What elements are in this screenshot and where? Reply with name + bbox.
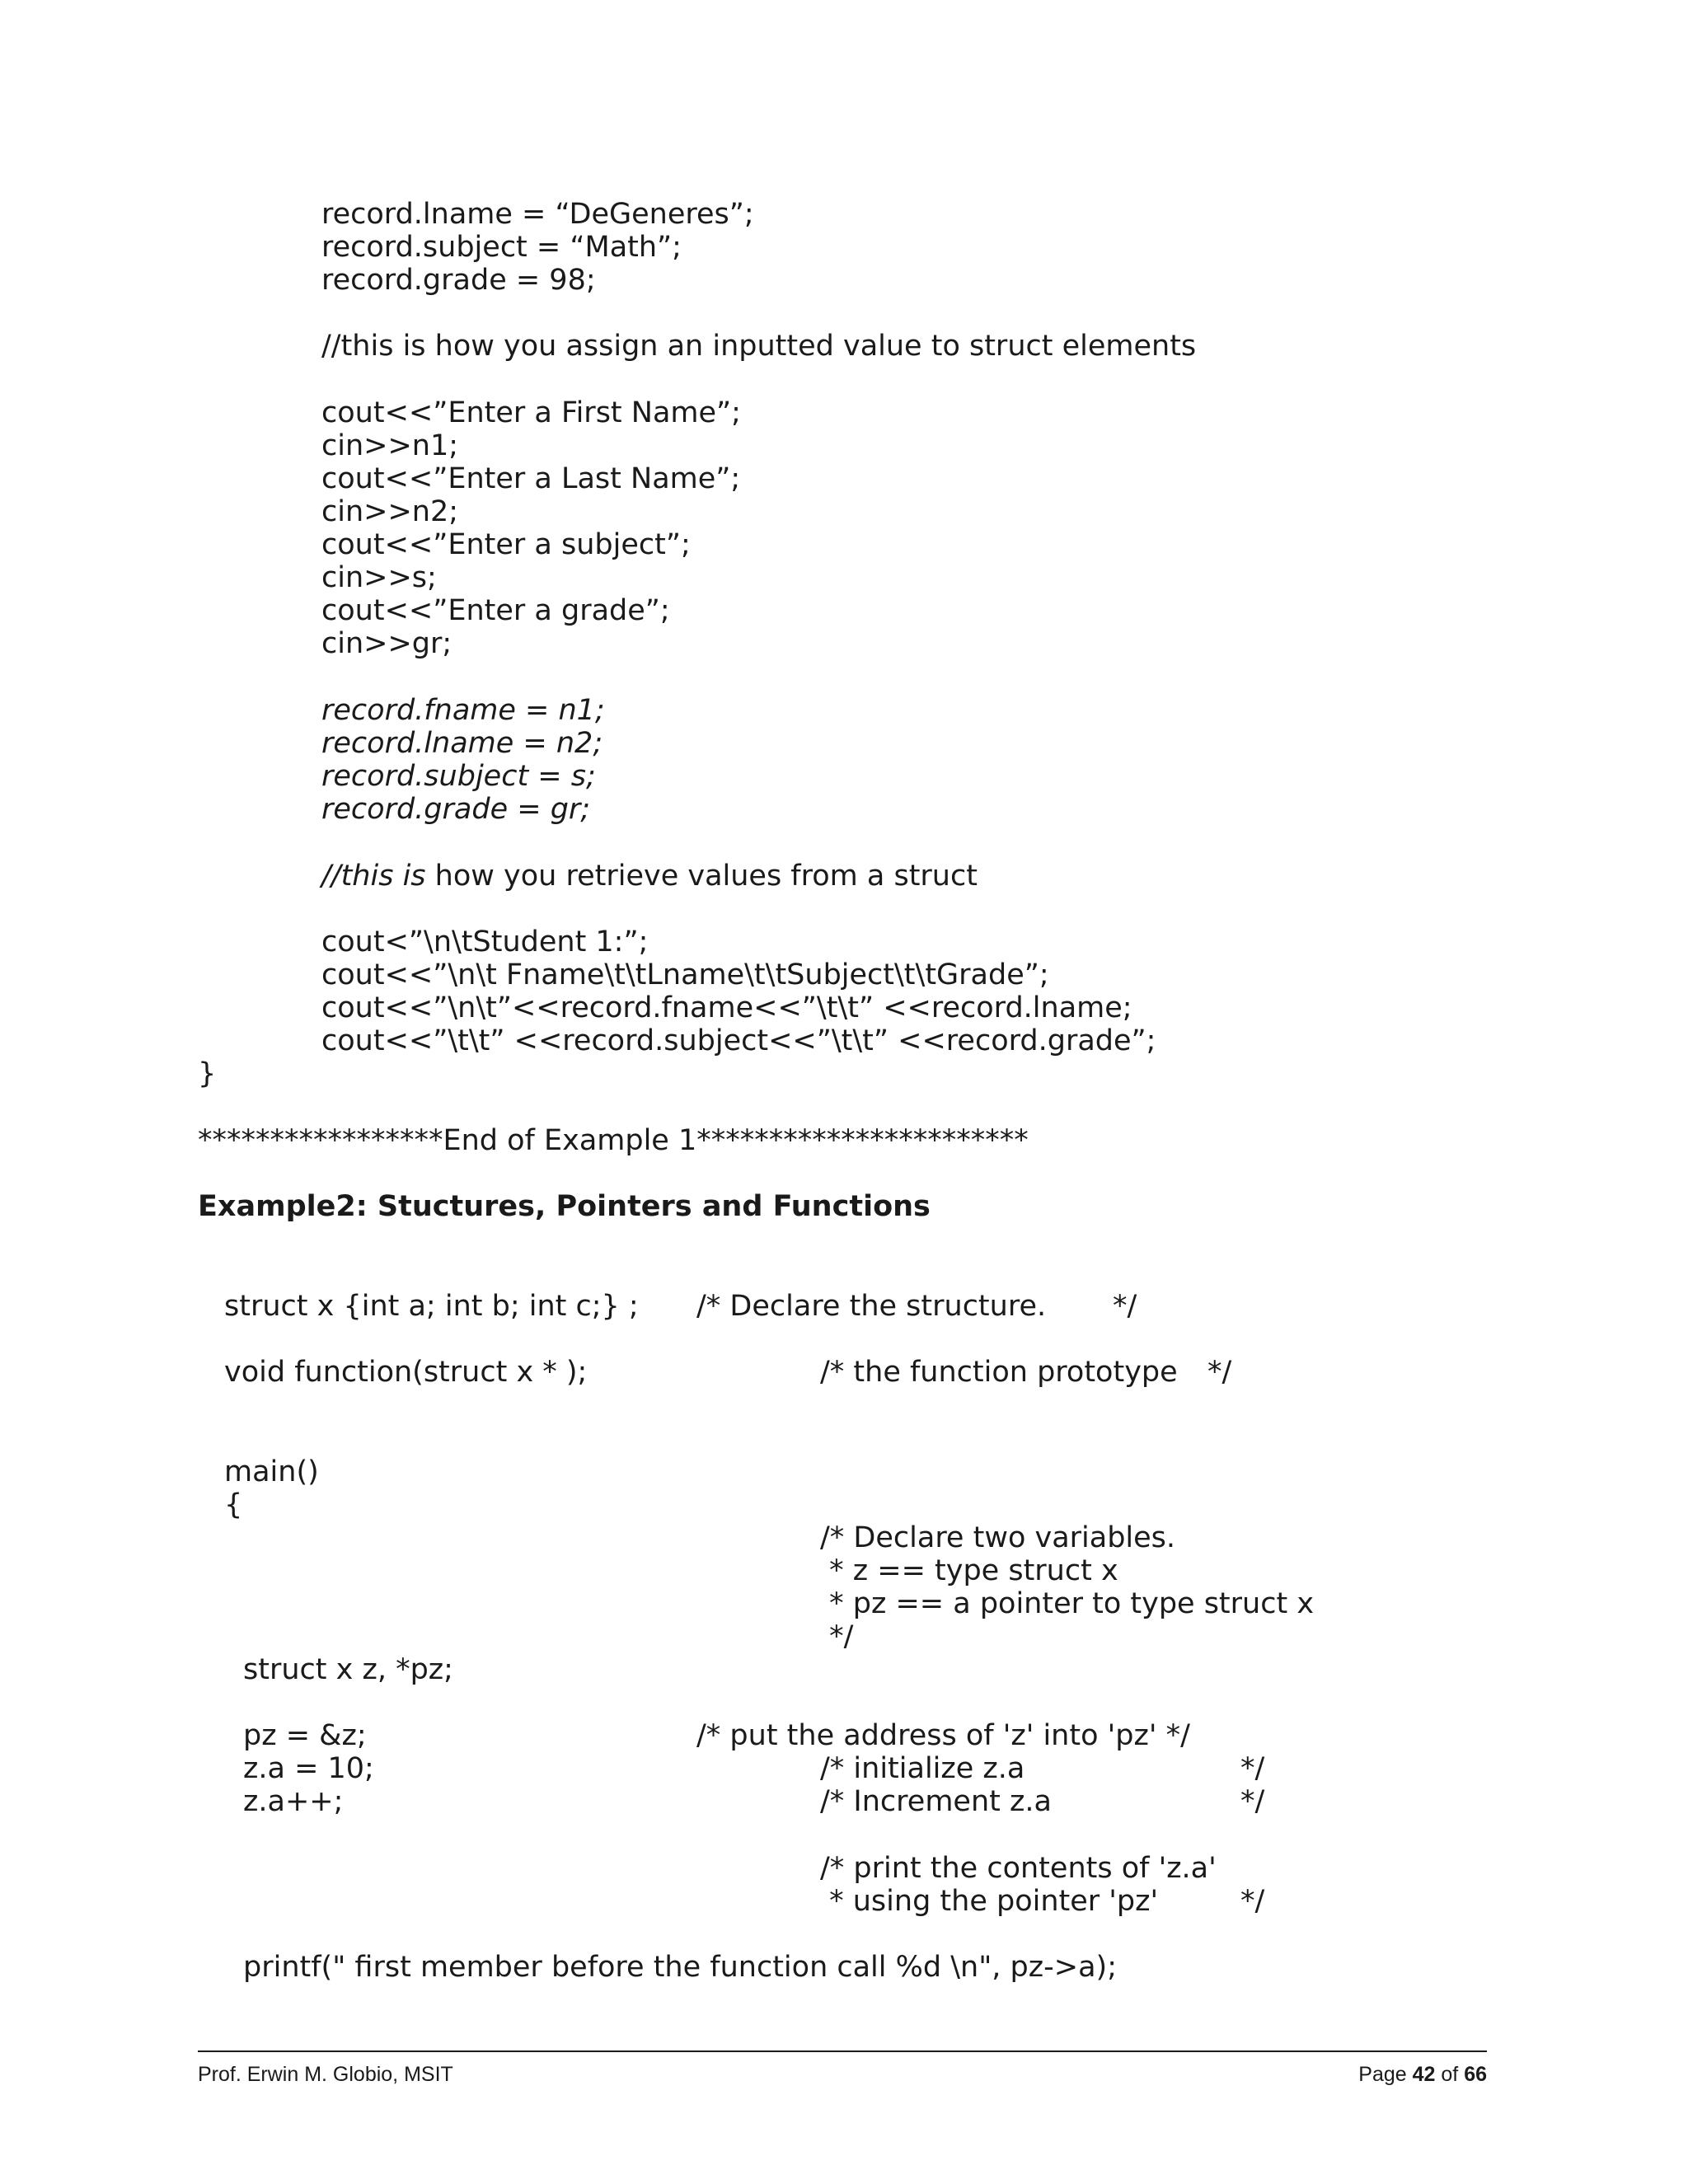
code-line: record.subject = “Math”; [321, 231, 682, 264]
code-comment: /* Declare the structure. [696, 1290, 1047, 1323]
comment-plain-part: how you retrieve values from a struct [425, 860, 978, 893]
code-line-italic: record.grade = gr; [321, 793, 591, 826]
code-line-italic: record.subject = s; [321, 760, 596, 793]
code-comment: /* the function prototype [820, 1356, 1178, 1389]
code-comment-end: */ [1240, 1885, 1265, 1918]
code-line: main() [224, 1455, 319, 1488]
code-line-italic: record.fname = n1; [321, 694, 605, 727]
code-comment: /* initialize z.a [820, 1752, 1025, 1785]
page-current: 42 [1412, 2063, 1436, 2086]
code-comment: */ [820, 1620, 854, 1653]
code-line: cout<<”\n\t Fname\t\tLname\t\tSubject\t\tGrade”; [321, 958, 1049, 991]
code-line: record.grade = 98; [321, 264, 596, 297]
footer-rule [198, 2050, 1487, 2052]
page-of-label: of [1435, 2063, 1465, 2086]
code-comment: * z == type struct x [820, 1554, 1118, 1587]
code-comment: /* put the address of 'z' into 'pz' */ [696, 1719, 1190, 1752]
code-line: z.a = 10; [243, 1752, 374, 1785]
code-comment [321, 860, 978, 893]
code-line: struct x z, *pz; [243, 1653, 453, 1686]
code-comment: /* print the contents of 'z.a' [820, 1852, 1217, 1885]
code-comment-end: */ [1240, 1752, 1265, 1785]
code-comment: * using the pointer 'pz' [820, 1885, 1159, 1918]
code-line: cout<<”\n\t”<<record.fname<<”\t\t” <<record.lname; [321, 991, 1132, 1024]
code-line: cout<<”Enter a grade”; [321, 594, 670, 627]
code-line: cout<<”Enter a First Name”; [321, 396, 741, 429]
code-line: { [224, 1488, 243, 1521]
code-line: printf(" first member before the function call %d \n", pz->a); [243, 1951, 1117, 1984]
code-line-italic: record.lname = n2; [321, 727, 603, 760]
example2-heading: Example2: Stuctures, Pointers and Functions [198, 1190, 931, 1223]
code-line: cin>>n1; [321, 429, 459, 462]
code-line: void function(struct x * ); [224, 1356, 588, 1389]
code-comment-end: */ [1113, 1290, 1137, 1323]
code-line: z.a++; [243, 1785, 344, 1818]
page-label: Page [1358, 2063, 1413, 2086]
code-line: record.lname = “DeGeneres”; [321, 198, 754, 231]
code-comment: /* Declare two variables. [820, 1521, 1176, 1554]
footer-author: Prof. Erwin M. Globio, MSIT [198, 2063, 453, 2086]
code-line: cin>>gr; [321, 627, 452, 660]
code-line: cout<<”\t\t” <<record.subject<<”\t\t” <<record.grade”; [321, 1024, 1156, 1057]
code-comment: /* Increment z.a [820, 1785, 1052, 1818]
page-total: 66 [1464, 2063, 1487, 2086]
code-line: cout<”\n\tStudent 1:”; [321, 926, 649, 958]
code-line: struct x {int a; int b; int c;} ; [224, 1290, 639, 1323]
code-line: cin>>s; [321, 561, 437, 594]
code-comment: //this is how you assign an inputted value to struct elements [321, 330, 1197, 363]
code-line: cin>>n2; [321, 495, 459, 528]
footer-page-number [1358, 2062, 1487, 2087]
comment-italic-part: //this is [321, 860, 426, 893]
end-of-example-banner: *****************End of Example 1*********************** [198, 1124, 1029, 1157]
closing-brace: } [198, 1057, 217, 1090]
code-line: cout<<”Enter a subject”; [321, 528, 691, 561]
code-comment-end: */ [1207, 1356, 1232, 1389]
code-line: pz = &z; [243, 1719, 367, 1752]
code-comment-end: */ [1240, 1785, 1265, 1818]
code-line: cout<<”Enter a Last Name”; [321, 462, 741, 495]
code-comment: * pz == a pointer to type struct x [820, 1587, 1315, 1620]
